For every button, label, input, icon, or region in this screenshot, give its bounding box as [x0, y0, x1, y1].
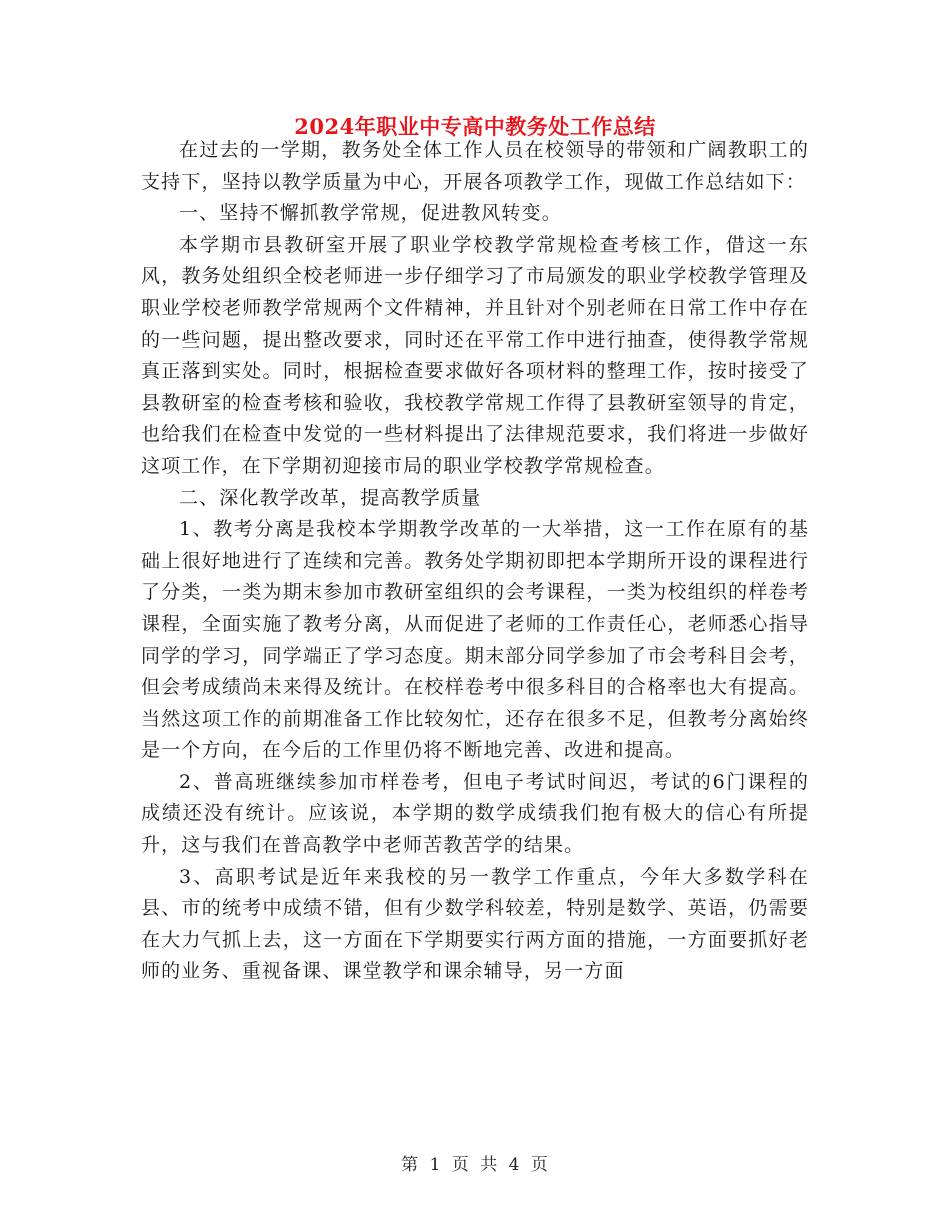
document-body	[141, 135, 809, 988]
paragraph-item-2: 2、普高班继续参加市样卷考，但电子考试时间迟，考试的6门课程的成绩还没有统计。应该说，本学期的数学成绩我们抱有极大的信心有所提升，这与我们在普高教学中老师苦教苦学的结果。	[141, 770, 809, 857]
paragraph-intro: 在过去的一学期，教务处全体工作人员在校领导的带领和广阔教职工的支持下，坚持以教学质量为中心，开展各项教学工作，现做工作总结如下：	[141, 139, 809, 193]
footer-page-word: 页	[451, 1155, 470, 1175]
section-heading-1: 一、坚持不懈抓教学常规，促进教风转变。	[179, 202, 562, 225]
paragraph-item-3: 3、高职考试是近年来我校的另一教学工作重点，今年大多数学科在县、市的统考中成绩不错，但有少数学科较差，特别是数学、英语，仍需要在大力气抓上去，这一方面在下学期要实行两方面的措施，一方面要抓好老师的业务、重视备课、课堂教学和课余辅导，另一方面	[141, 865, 809, 983]
page-footer	[0, 1150, 950, 1175]
paragraph-item-1: 1、教考分离是我校本学期教学改革的一大举措，这一工作在原有的基础上很好地进行了连续和完善。教务处学期初即把本学期所开设的课程进行了分类，一类为期末参加市教研室组织的会考课程，一类为校组织的样卷考课程，全面实施了教考分离，从而促进了老师的工作责任心，老师悉心指导同学的学习，同学端正了学习态度。期末部分同学参加了市会考科目会考，但会考成绩尚未来得及统计。在校样卷考中很多科目的合格率也大有提高。当然这项工作的前期准备工作比较匆忙，还存在很多不足，但教考分离始终是一个方向，在今后的工作里仍将不断地完善、改进和提高。	[141, 518, 809, 762]
footer-prefix: 第	[401, 1155, 420, 1175]
paragraph-section-1: 本学期市县教研室开展了职业学校教学常规检查考核工作，借这一东风，教务处组织全校老师进一步仔细学习了市局颁发的职业学校教学管理及职业学校老师教学常规两个文件精神，并且针对个别老师在日常工作中存在的一些问题，提出整改要求，同时还在平常工作中进行抽查，使得教学常规真正落到实处。同时，根据检查要求做好各项材料的整理工作，按时接受了县教研室的检查考核和验收，我校教学常规工作得了县教研室领导的肯定，也给我们在检查中发觉的一些材料提出了法律规范要求，我们将进一步做好这项工作，在下学期初迎接市局的职业学校教学常规检查。	[141, 233, 809, 477]
footer-current-page: 1	[429, 1155, 442, 1175]
footer-total-pages: 4	[508, 1155, 521, 1175]
section-heading-2: 二、深化教学改革，提高教学质量	[179, 486, 482, 509]
footer-suffix: 页	[530, 1155, 549, 1175]
footer-total-word: 共	[480, 1155, 499, 1175]
document-title: 2024年职业中专高中教务处工作总结	[294, 114, 656, 139]
